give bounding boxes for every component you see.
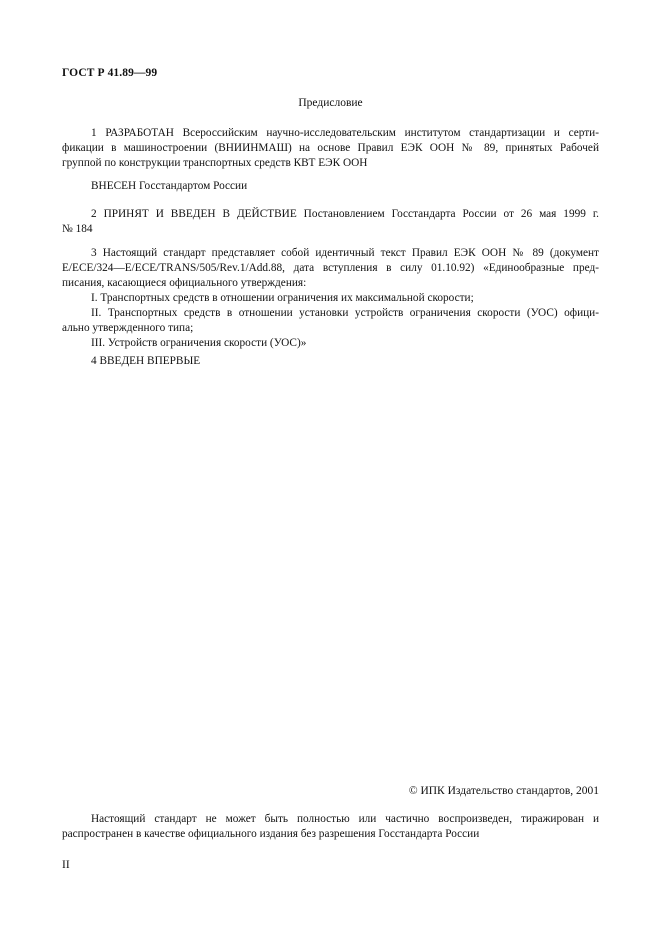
preface-item-3-line-4: I. Транспортных средств в отношении ограничения их максимальной скорости; — [91, 292, 474, 304]
preface-item-2 — [62, 207, 599, 237]
preface-introduced — [62, 179, 599, 194]
preface-item-2-line-1: 2 ПРИНЯТ И ВВЕДЕН В ДЕЙСТВИЕ Постановлением Госстандарта России от 26 мая 1999 г. — [91, 208, 599, 220]
page-number: II — [62, 859, 70, 871]
preface-item-1 — [62, 126, 599, 171]
preface-item-3-line-3: писания, касающиеся официального утверждения: — [62, 277, 307, 289]
copyright-notice: © ИПК Издательство стандартов, 2001 — [408, 785, 599, 797]
preface-introduced-text: ВНЕСЕН Госстандартом России — [91, 180, 248, 192]
preface-item-4 — [62, 354, 599, 369]
preface-item-1-line-2: фикации в машиностроении (ВНИИНМАШ) на основе Правил ЕЭК ООН № 89, принятых Рабочей — [62, 142, 599, 154]
preface-item-3-line-6: ально утвержденного типа; — [62, 322, 194, 334]
preface-item-3 — [62, 246, 599, 351]
preface-item-1-line-1: 1 РАЗРАБОТАН Всероссийским научно-исследовательским институтом стандартизации и серти- — [91, 127, 599, 139]
preface-item-3-line-7: III. Устройств ограничения скорости (УОС)» — [91, 337, 307, 349]
reproduction-notice-line-2: распространен в качестве официального издания без разрешения Госстандарта России — [62, 828, 480, 840]
reproduction-notice — [62, 812, 599, 842]
preface-item-3-line-5: II. Транспортных средств в отношении установки устройств ограничения скорости (УОС) офици- — [91, 307, 599, 319]
preface-item-3-line-1: 3 Настоящий стандарт представляет собой идентичный текст Правил ЕЭК ООН № 89 (документ — [91, 247, 599, 259]
preface-item-1-line-3: группой по конструкции транспортных средств КВТ ЕЭК ООН — [62, 157, 368, 169]
preface-item-3-line-2: E/ECE/324—E/ECE/TRANS/505/Rev.1/Add.88, дата вступления в силу 01.10.92) «Единообразные пред- — [62, 262, 599, 274]
document-code-header: ГОСТ Р 41.89—99 — [62, 67, 158, 79]
reproduction-notice-line-1: Настоящий стандарт не может быть полностью или частично воспроизведен, тиражирован и — [91, 813, 599, 825]
preface-title: Предисловие — [298, 97, 363, 109]
preface-item-4-text: 4 ВВЕДЕН ВПЕРВЫЕ — [91, 355, 201, 367]
preface-item-2-line-2: № 184 — [62, 223, 93, 235]
